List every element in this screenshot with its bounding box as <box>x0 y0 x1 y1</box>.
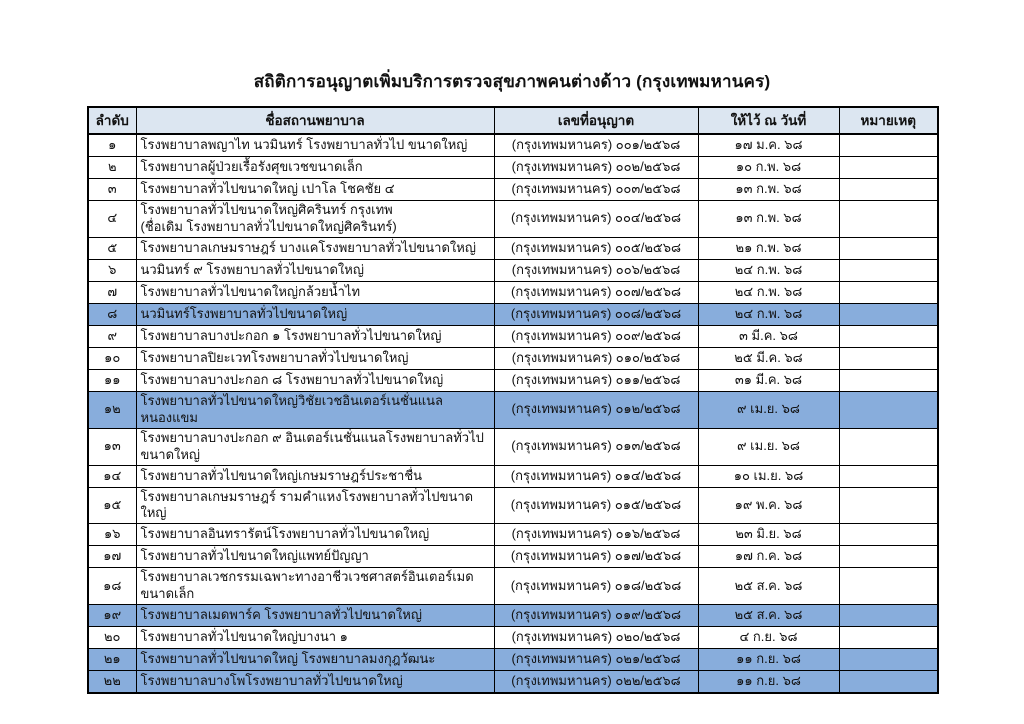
hospital-name-line: นวมินทร์ ๙ โรงพยาบาลทั่วไปขนาดใหญ่ <box>140 261 364 277</box>
hospital-name-line: นวมินทร์โรงพยาบาลทั่วไปขนาดใหญ่ <box>140 305 348 321</box>
issue-date-cell: ๓๑ มี.ค. ๖๘ <box>698 369 839 391</box>
issue-date-cell: ๑๗ ม.ค. ๖๘ <box>698 134 839 156</box>
permit-number-cell: (กรุงเทพมหานคร) ๐๑๙/๒๕๖๘ <box>494 605 698 627</box>
table-row <box>88 627 938 649</box>
note-cell <box>839 391 938 428</box>
hospital-name-cell <box>136 546 494 568</box>
hospital-name-cell <box>136 465 494 487</box>
hospital-name-cell <box>136 671 494 693</box>
issue-date-cell: ๑๗ ก.ค. ๖๘ <box>698 546 839 568</box>
row-number-cell: ๑๓ <box>88 428 136 465</box>
note-cell <box>839 524 938 546</box>
hospital-name-cell <box>136 649 494 671</box>
row-number-cell: ๙ <box>88 325 136 347</box>
table-row <box>88 369 938 391</box>
hospital-name-line: โรงพยาบาลเกษมราษฎร์ รามคำแหงโรงพยาบาลทั่วไปขนาดใหญ่ <box>140 488 474 521</box>
header-note: หมายเหตุ <box>839 107 938 134</box>
note-cell <box>839 369 938 391</box>
permit-number-cell: (กรุงเทพมหานคร) ๐๑๔/๒๕๖๘ <box>494 465 698 487</box>
issue-date-cell: ๒๔ ก.พ. ๖๘ <box>698 259 839 281</box>
hospital-name-cell <box>136 605 494 627</box>
hospital-name-line: โรงพยาบาลทั่วไปขนาดใหญ่ เปาโล โชคชัย ๔ <box>140 180 395 196</box>
note-cell <box>839 303 938 325</box>
row-number-cell: ๒๒ <box>88 671 136 693</box>
note-cell <box>839 649 938 671</box>
table-row <box>88 524 938 546</box>
header-row <box>88 107 938 134</box>
hospital-former-name-line: (ชื่อเดิม โรงพยาบาลทั่วไปขนาดใหญ่ศิครินทร์) <box>140 219 397 235</box>
note-cell <box>839 627 938 649</box>
permit-number-cell: (กรุงเทพมหานคร) ๐๒๑/๒๕๖๘ <box>494 649 698 671</box>
row-number-cell: ๒๑ <box>88 649 136 671</box>
hospital-name-cell <box>136 524 494 546</box>
hospital-name-line: โรงพยาบาลเมดพาร์ค โรงพยาบาลทั่วไปขนาดใหญ่ <box>140 607 422 623</box>
note-cell <box>839 671 938 693</box>
hospital-name-cell <box>136 178 494 200</box>
row-number-cell: ๑๐ <box>88 347 136 369</box>
hospital-name-line: โรงพยาบาลทั่วไปขนาดใหญ่บางนา ๑ <box>140 629 348 645</box>
hospital-name-cell <box>136 156 494 178</box>
permit-number-cell: (กรุงเทพมหานคร) ๐๑๖/๒๕๖๘ <box>494 524 698 546</box>
hospital-name-cell <box>136 487 494 524</box>
note-cell <box>839 465 938 487</box>
note-cell <box>839 259 938 281</box>
table-header <box>88 107 938 134</box>
issue-date-cell: ๑๓ ก.พ. ๖๘ <box>698 200 839 237</box>
row-number-cell: ๓ <box>88 178 136 200</box>
row-number-cell: ๑๘ <box>88 568 136 605</box>
permit-number-cell: (กรุงเทพมหานคร) ๐๐๕/๒๕๖๘ <box>494 237 698 259</box>
row-number-cell: ๑๗ <box>88 546 136 568</box>
note-cell <box>839 178 938 200</box>
hospital-name-line: โรงพยาบาลทั่วไปขนาดใหญ่กล้วยน้ำไท <box>140 283 361 299</box>
table-row <box>88 605 938 627</box>
hospital-name-cell <box>136 325 494 347</box>
note-cell <box>839 605 938 627</box>
issue-date-cell: ๔ ก.ย. ๖๘ <box>698 627 839 649</box>
row-number-cell: ๘ <box>88 303 136 325</box>
hospital-name-line: โรงพยาบาลทั่วไปขนาดใหญ่วิชัยเวชอินเตอร์เนชั่นแนล หนองแขม <box>140 392 443 425</box>
issue-date-cell: ๓ มี.ค. ๖๘ <box>698 325 839 347</box>
table-row <box>88 546 938 568</box>
note-cell <box>839 568 938 605</box>
table-row <box>88 325 938 347</box>
row-number-cell: ๑ <box>88 134 136 156</box>
permit-number-cell: (กรุงเทพมหานคร) ๐๐๗/๒๕๖๘ <box>494 281 698 303</box>
issue-date-cell: ๙ เม.ย. ๖๘ <box>698 428 839 465</box>
note-cell <box>839 200 938 237</box>
permit-number-cell: (กรุงเทพมหานคร) ๐๒๒/๒๕๖๘ <box>494 671 698 693</box>
note-cell <box>839 487 938 524</box>
hospital-name-cell <box>136 391 494 428</box>
note-cell <box>839 134 938 156</box>
issue-date-cell: ๑๐ ก.พ. ๖๘ <box>698 156 839 178</box>
hospital-name-cell <box>136 281 494 303</box>
table-body <box>88 134 938 693</box>
note-cell <box>839 347 938 369</box>
hospital-name-line: โรงพยาบาลบางปะกอก ๘ โรงพยาบาลทั่วไปขนาดใหญ่ <box>140 371 444 387</box>
permit-number-cell: (กรุงเทพมหานคร) ๐๒๐/๒๕๖๘ <box>494 627 698 649</box>
issue-date-cell: ๑๙ พ.ค. ๖๘ <box>698 487 839 524</box>
hospital-name-line: โรงพยาบาลทั่วไปขนาดใหญ่แพทย์ปัญญา <box>140 548 369 564</box>
row-number-cell: ๑๑ <box>88 369 136 391</box>
table-row <box>88 487 938 524</box>
header-permit-number: เลขที่อนุญาต <box>494 107 698 134</box>
issue-date-cell: ๑๑ ก.ย. ๖๘ <box>698 671 839 693</box>
permit-number-cell: (กรุงเทพมหานคร) ๐๑๕/๒๕๖๘ <box>494 487 698 524</box>
permit-number-cell: (กรุงเทพมหานคร) ๐๐๖/๒๕๖๘ <box>494 259 698 281</box>
permits-table <box>87 106 939 694</box>
row-number-cell: ๗ <box>88 281 136 303</box>
note-cell <box>839 428 938 465</box>
issue-date-cell: ๒๔ ก.พ. ๖๘ <box>698 303 839 325</box>
hospital-name-line: โรงพยาบาลบางโพโรงพยาบาลทั่วไปขนาดใหญ่ <box>140 672 403 688</box>
row-number-cell: ๒๐ <box>88 627 136 649</box>
table-row <box>88 568 938 605</box>
permit-number-cell: (กรุงเทพมหานคร) ๐๑๑/๒๕๖๘ <box>494 369 698 391</box>
table-row <box>88 237 938 259</box>
hospital-name-cell <box>136 259 494 281</box>
permit-number-cell: (กรุงเทพมหานคร) ๐๐๓/๒๕๖๘ <box>494 178 698 200</box>
hospital-name-line: โรงพยาบาลอินทรารัตน์โรงพยาบาลทั่วไปขนาดใหญ่ <box>140 526 430 542</box>
hospital-name-line: โรงพยาบาลทั่วไปขนาดใหญ่เกษมราษฎร์ประชาชื่น <box>140 467 423 483</box>
permit-number-cell: (กรุงเทพมหานคร) ๐๐๙/๒๕๖๘ <box>494 325 698 347</box>
permit-number-cell: (กรุงเทพมหานคร) ๐๐๑/๒๕๖๘ <box>494 134 698 156</box>
row-number-cell: ๑๙ <box>88 605 136 627</box>
note-cell <box>839 546 938 568</box>
row-number-cell: ๒ <box>88 156 136 178</box>
hospital-name-line: โรงพยาบาลบางปะกอก ๑ โรงพยาบาลทั่วไปขนาดใหญ่ <box>140 327 442 343</box>
table-row <box>88 281 938 303</box>
permit-number-cell: (กรุงเทพมหานคร) ๐๑๗/๒๕๖๘ <box>494 546 698 568</box>
header-hospital-name: ชื่อสถานพยาบาล <box>136 107 494 134</box>
row-number-cell: ๑๒ <box>88 391 136 428</box>
issue-date-cell: ๑๓ ก.พ. ๖๘ <box>698 178 839 200</box>
hospital-name-cell <box>136 303 494 325</box>
hospital-name-line: โรงพยาบาลบางปะกอก ๙ อินเตอร์เนชั่นแนลโรงพยาบาลทั่วไปขนาดใหญ่ <box>140 429 484 462</box>
permit-number-cell: (กรุงเทพมหานคร) ๐๐๘/๒๕๖๘ <box>494 303 698 325</box>
hospital-name-cell <box>136 568 494 605</box>
table-row <box>88 178 938 200</box>
issue-date-cell: ๒๕ ส.ค. ๖๘ <box>698 605 839 627</box>
table-row <box>88 303 938 325</box>
hospital-name-line: โรงพยาบาลเกษมราษฎร์ บางแคโรงพยาบาลทั่วไปขนาดใหญ่ <box>140 239 476 255</box>
row-number-cell: ๔ <box>88 200 136 237</box>
table-row <box>88 156 938 178</box>
hospital-name-line: โรงพยาบาลทั่วไปขนาดใหญ่ โรงพยาบาลมงกุฎวัฒนะ <box>140 651 436 667</box>
row-number-cell: ๑๔ <box>88 465 136 487</box>
table-row <box>88 671 938 693</box>
hospital-name-cell <box>136 627 494 649</box>
issue-date-cell: ๑๐ เม.ย. ๖๘ <box>698 465 839 487</box>
header-issue-date: ให้ไว้ ณ วันที่ <box>698 107 839 134</box>
permit-number-cell: (กรุงเทพมหานคร) ๐๑๓/๒๕๖๘ <box>494 428 698 465</box>
permit-number-cell: (กรุงเทพมหานคร) ๐๐๔/๒๕๖๘ <box>494 200 698 237</box>
hospital-name-cell <box>136 369 494 391</box>
table-row <box>88 347 938 369</box>
issue-date-cell: ๙ เม.ย. ๖๘ <box>698 391 839 428</box>
row-number-cell: ๑๕ <box>88 487 136 524</box>
hospital-name-line: โรงพยาบาลพญาไท นวมินทร์ โรงพยาบาลทั่วไป ขนาดใหญ่ <box>140 136 468 152</box>
hospital-name-line: โรงพยาบาลปิยะเวทโรงพยาบาลทั่วไปขนาดใหญ่ <box>140 349 409 365</box>
table-row <box>88 428 938 465</box>
issue-date-cell: ๒๑ ก.พ. ๖๘ <box>698 237 839 259</box>
permit-number-cell: (กรุงเทพมหานคร) ๐๑๒/๒๕๖๘ <box>494 391 698 428</box>
hospital-name-cell <box>136 237 494 259</box>
table-row <box>88 200 938 237</box>
note-cell <box>839 325 938 347</box>
row-number-cell: ๕ <box>88 237 136 259</box>
hospital-name-cell <box>136 347 494 369</box>
hospital-name-line: โรงพยาบาลผู้ป่วยเรื้อรังศุขเวชขนาดเล็ก <box>140 158 363 174</box>
table-row <box>88 649 938 671</box>
table-row <box>88 134 938 156</box>
hospital-name-line: โรงพยาบาลเวชกรรมเฉพาะทางอาชีวเวชศาสตร์อินเตอร์เมด ขนาดเล็ก <box>140 569 474 602</box>
note-cell <box>839 281 938 303</box>
permit-number-cell: (กรุงเทพมหานคร) ๐๐๒/๒๕๖๘ <box>494 156 698 178</box>
hospital-name-line: โรงพยาบาลทั่วไปขนาดใหญ่ศิครินทร์ กรุงเทพ <box>140 201 393 217</box>
issue-date-cell: ๑๑ ก.ย. ๖๘ <box>698 649 839 671</box>
table-row <box>88 259 938 281</box>
note-cell <box>839 156 938 178</box>
header-order: ลำดับ <box>88 107 136 134</box>
row-number-cell: ๑๖ <box>88 524 136 546</box>
table-row <box>88 391 938 428</box>
permit-number-cell: (กรุงเทพมหานคร) ๐๑๐/๒๕๖๘ <box>494 347 698 369</box>
issue-date-cell: ๒๓ มิ.ย. ๖๘ <box>698 524 839 546</box>
note-cell <box>839 237 938 259</box>
issue-date-cell: ๒๕ ส.ค. ๖๘ <box>698 568 839 605</box>
issue-date-cell: ๒๕ มี.ค. ๖๘ <box>698 347 839 369</box>
table-row <box>88 465 938 487</box>
hospital-name-cell <box>136 200 494 237</box>
hospital-name-cell <box>136 134 494 156</box>
hospital-name-cell <box>136 428 494 465</box>
row-number-cell: ๖ <box>88 259 136 281</box>
issue-date-cell: ๒๔ ก.พ. ๖๘ <box>698 281 839 303</box>
page-title: สถิติการอนุญาตเพิ่มบริการตรวจสุขภาพคนต่างด้าว (กรุงเทพมหานคร) <box>253 72 771 91</box>
permit-number-cell: (กรุงเทพมหานคร) ๐๑๘/๒๕๖๘ <box>494 568 698 605</box>
